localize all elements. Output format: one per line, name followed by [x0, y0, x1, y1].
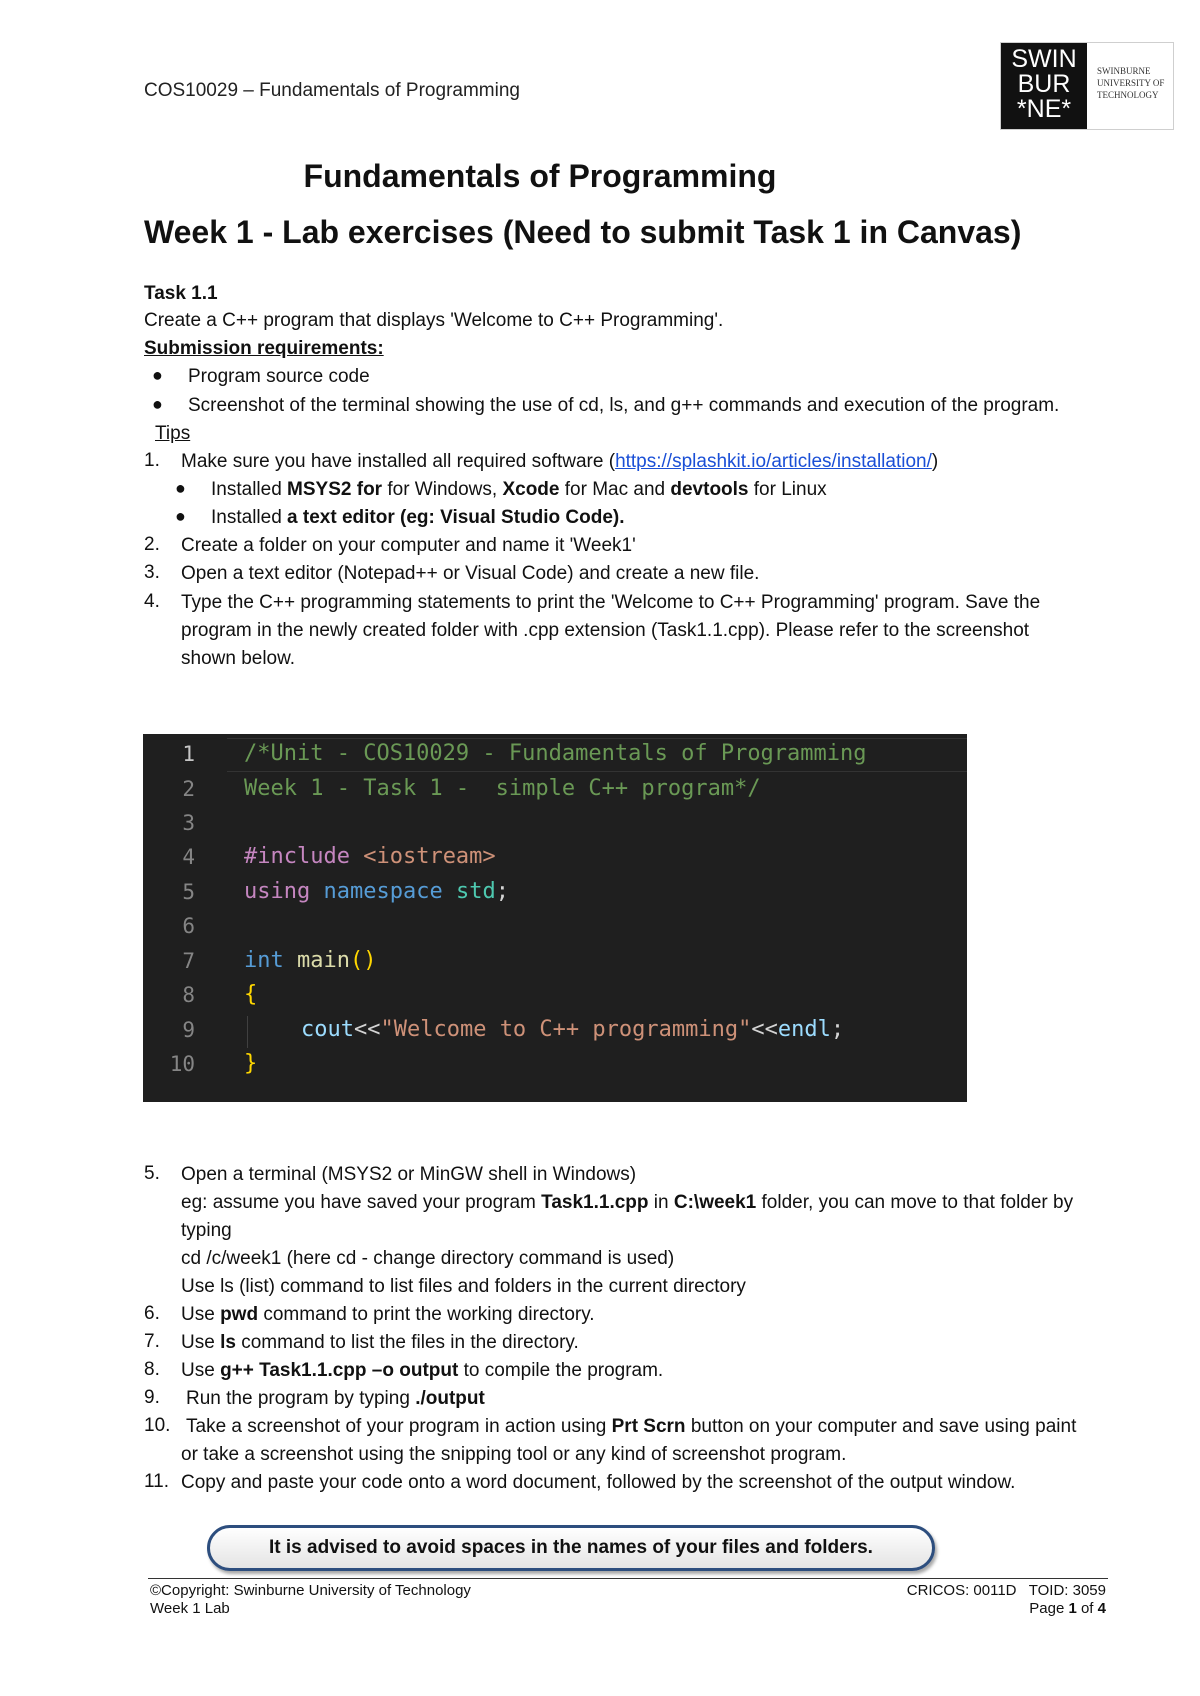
text-bold: ./output — [415, 1388, 485, 1409]
week-title: Week 1 - Lab exercises (Need to submit Task 1 in Canvas) — [144, 214, 1022, 250]
document-title: Fundamentals of Programming — [303, 158, 777, 194]
text: of — [1076, 1600, 1098, 1617]
text: Use — [181, 1360, 221, 1381]
code-token: #include — [244, 844, 364, 869]
bullet-icon: ● — [175, 506, 186, 526]
step-4-line-1: Type the C++ programming statements to print the 'Welcome to C++ Programming' program. Save the — [181, 592, 1041, 613]
bullet-icon: ● — [152, 394, 163, 414]
step-number: 9. — [144, 1387, 160, 1408]
step-1 — [181, 450, 938, 474]
step-8 — [181, 1359, 663, 1383]
line-number: 7 — [182, 949, 195, 973]
swinburne-logo — [1000, 42, 1174, 130]
text-bold: g++ Task1.1.cpp –o output — [220, 1360, 459, 1381]
text-bold: devtools — [670, 479, 749, 500]
text-bold: C:\week1 — [673, 1192, 757, 1213]
step-10 — [186, 1415, 1146, 1439]
step-11: Copy and paste your code onto a word document, followed by the screenshot of the output window. — [181, 1472, 1016, 1493]
submission-heading: Submission requirements: — [144, 338, 384, 359]
footer-page — [880, 1600, 1106, 1618]
step-5-cd: cd /c/week1 (here cd - change directory command is used) — [181, 1248, 675, 1269]
text-bold: Xcode — [502, 479, 560, 500]
task-heading: Task 1.1 — [144, 283, 218, 304]
footer-divider — [148, 1578, 1108, 1579]
text-bold: MSYS2 for — [287, 479, 383, 500]
step-7 — [181, 1331, 579, 1355]
text: to compile the program. — [458, 1360, 664, 1381]
text: eg: assume you have saved your program — [181, 1192, 542, 1213]
advice-callout: It is advised to avoid spaces in the names of your files and folders. — [207, 1525, 935, 1571]
text: for Windows, — [382, 479, 503, 500]
logo-text-line: SWINBURNE — [1097, 66, 1151, 76]
line-number: 4 — [182, 845, 195, 869]
line-number: 10 — [169, 1052, 195, 1076]
footer-lab: Week 1 Lab — [150, 1600, 230, 1617]
footer-cricos: CRICOS: 0011D TOID: 3059 — [906, 1582, 1106, 1599]
step-4-line-3: shown below. — [181, 648, 296, 669]
text: folder, you can move to that folder by — [756, 1192, 1074, 1213]
code-token: <iostream> — [363, 844, 496, 869]
text: Run the program by typing — [186, 1388, 416, 1409]
step-number: 8. — [144, 1359, 160, 1380]
step-number: 6. — [144, 1303, 160, 1324]
text: Installed — [211, 479, 288, 500]
tips-heading: Tips — [155, 423, 191, 444]
code-token: main — [297, 948, 350, 973]
submission-item: Screenshot of the terminal showing the use of cd, ls, and g++ commands and execution of the program. — [188, 395, 1060, 416]
step-number: 10. — [144, 1415, 171, 1436]
step-1-text: Make sure you have installed all required software ( — [181, 451, 616, 472]
code-token: ; — [830, 1017, 845, 1042]
code-line-5 — [244, 879, 509, 904]
text: button on your computer and save using paint — [685, 1416, 1077, 1437]
code-token: int — [244, 948, 284, 973]
splashkit-install-link[interactable]: https://splashkit.io/articles/installation/ — [615, 451, 932, 472]
step-5-example-cont: typing — [181, 1220, 232, 1241]
text: Use — [181, 1332, 221, 1353]
text: Installed — [211, 507, 288, 528]
logo-mark — [1001, 43, 1087, 129]
text: Page — [1029, 1600, 1069, 1617]
step-1-sub-editor — [211, 506, 625, 530]
code-token: ; — [495, 879, 509, 904]
code-line-1: /*Unit - COS10029 - Fundamentals of Programming — [244, 741, 867, 766]
text: for Linux — [748, 479, 827, 500]
code-line-2: Week 1 - Task 1 - simple C++ program*/ — [244, 776, 761, 801]
text-bold: pwd — [220, 1304, 259, 1325]
code-token: "Welcome to C++ programming" — [380, 1017, 752, 1042]
footer-copyright: ©Copyright: Swinburne University of Technology — [150, 1582, 471, 1599]
text-bold: Prt Scrn — [611, 1416, 686, 1437]
logo-text-line: TECHNOLOGY — [1097, 90, 1159, 100]
step-2: Create a folder on your computer and name it 'Week1' — [181, 535, 636, 556]
code-line-9 — [301, 1017, 844, 1042]
bullet-icon: ● — [175, 478, 186, 498]
text: command to list the files in the directory. — [235, 1332, 579, 1353]
text-bold: 4 — [1097, 1600, 1106, 1617]
step-number: 1. — [144, 450, 160, 471]
text-bold: Task1.1.cpp — [541, 1192, 649, 1213]
step-6 — [181, 1303, 595, 1327]
step-4-line-2: program in the newly created folder with .cpp extension (Task1.1.cpp). Please refer to the screenshot — [181, 620, 1030, 641]
step-number: 7. — [144, 1331, 160, 1352]
code-line-7 — [244, 948, 376, 973]
step-number: 2. — [144, 534, 160, 555]
text: for Mac and — [559, 479, 671, 500]
bullet-icon: ● — [152, 365, 163, 385]
code-token: namespace — [323, 879, 443, 904]
step-5: Open a terminal (MSYS2 or MinGW shell in Windows) — [181, 1164, 637, 1185]
code-line-4 — [244, 844, 496, 869]
step-9 — [186, 1387, 485, 1411]
logo-mark-line: SWIN — [1011, 45, 1077, 73]
code-token: () — [349, 948, 377, 973]
code-token: cout — [301, 1017, 354, 1042]
text: Use — [181, 1304, 221, 1325]
step-number: 11. — [144, 1471, 170, 1492]
step-1-close: ) — [931, 451, 939, 472]
code-token: << — [751, 1017, 778, 1042]
task-description: Create a C++ program that displays 'Welcome to C++ Programming'. — [144, 310, 724, 331]
step-number: 5. — [144, 1163, 160, 1184]
line-number: 8 — [182, 983, 195, 1007]
text-bold: 1 — [1068, 1600, 1077, 1617]
text-bold: a text editor (eg: Visual Studio Code). — [287, 507, 625, 528]
logo-mark-line: BUR — [1017, 70, 1071, 98]
text: command to print the working directory. — [258, 1304, 595, 1325]
text: in — [648, 1192, 674, 1213]
code-token: endl — [777, 1017, 831, 1042]
code-line-10: } — [244, 1051, 258, 1076]
logo-wordmark — [1097, 65, 1171, 101]
line-number: 6 — [182, 914, 195, 938]
logo-mark-line: *NE* — [1016, 95, 1072, 123]
code-line-8: { — [244, 982, 258, 1007]
step-5-example — [181, 1191, 1141, 1215]
code-token: using — [244, 879, 311, 904]
course-header: COS10029 – Fundamentals of Programming — [144, 80, 520, 101]
line-number: 9 — [182, 1018, 195, 1042]
code-token: << — [353, 1017, 381, 1042]
logo-text-line: UNIVERSITY OF — [1097, 78, 1165, 88]
code-token: std — [455, 879, 496, 904]
step-3: Open a text editor (Notepad++ or Visual Code) and create a new file. — [181, 563, 760, 584]
text-bold: ls — [220, 1332, 236, 1353]
line-number: 2 — [182, 777, 195, 801]
step-5-ls: Use ls (list) command to list files and folders in the current directory — [181, 1276, 746, 1297]
line-number: 3 — [182, 811, 195, 835]
submission-item: Program source code — [188, 366, 370, 387]
code-screenshot — [143, 734, 967, 1102]
step-number: 3. — [144, 562, 160, 583]
line-number: 5 — [182, 880, 195, 904]
step-10-cont: or take a screenshot using the snipping tool or any kind of screenshot program. — [181, 1444, 847, 1465]
indent-guide — [247, 1016, 248, 1048]
text: Take a screenshot of your program in action using — [186, 1416, 612, 1437]
step-1-sub-msys2 — [211, 478, 827, 502]
line-number: 1 — [182, 742, 195, 766]
step-number: 4. — [144, 591, 160, 612]
